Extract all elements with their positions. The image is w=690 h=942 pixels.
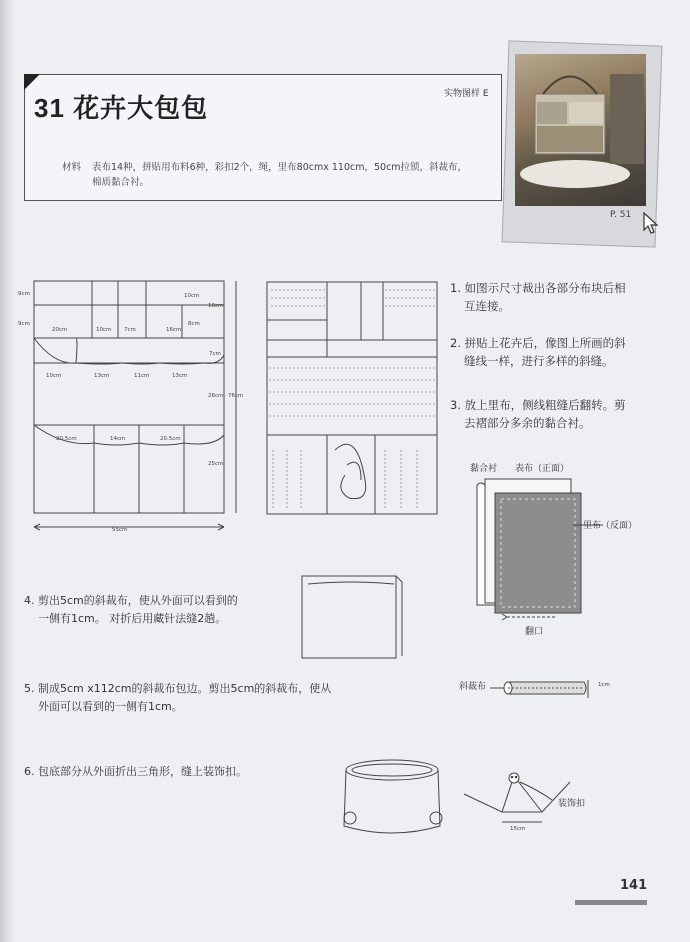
dim-10cm: 10cm: [184, 293, 200, 299]
step-1-line-2: 互连接。: [464, 299, 510, 313]
page-number-bar: [575, 900, 647, 905]
step-5: [24, 680, 394, 716]
dim-9cm-top: 9cm: [18, 291, 30, 297]
triangle-fold-diagram: [462, 762, 572, 834]
step-2-line-1: 2. 拼贴上花卉后，像图上所画的斜: [450, 336, 626, 350]
dim-7cm-b: 7cm: [209, 351, 221, 357]
page-number: 141: [620, 878, 648, 893]
page-binding-shadow: [0, 0, 14, 942]
step-2-line-2: 缝线一样，进行多样的斜缝。: [464, 354, 614, 368]
dim-20-5cm-b: 20.5cm: [160, 436, 181, 442]
opening-label: 翻口: [525, 627, 544, 637]
step-4-line-1: 4. 剪出5cm的斜裁布，使从外面可以看到的: [24, 594, 238, 607]
step-3-line-1: 3. 放上里布，侧线粗缝后翻转。剪: [450, 398, 626, 412]
step-1: [450, 279, 660, 315]
pointer-arrow-icon: [643, 212, 659, 234]
interfacing-label: 黏合衬: [470, 464, 498, 474]
folded-square-diagram: [298, 568, 408, 660]
dim-76cm: 76cm: [228, 393, 244, 399]
gusset-dim: 15cm: [510, 826, 526, 832]
materials-label: 材料: [62, 162, 82, 173]
dim-14cm: 14cm: [110, 436, 126, 442]
dim-9cm-mid: 9cm: [18, 321, 30, 327]
bias-tape-diagram: [490, 676, 605, 706]
dim-16cm: 16cm: [166, 327, 182, 333]
bias-tape-label: 斜裁布: [459, 682, 487, 692]
decor-button-label: 装饰扣: [558, 799, 586, 809]
reference-label: 实物图样 E: [444, 89, 489, 99]
dim-8cm: 8cm: [188, 321, 200, 327]
dim-10cm-c: 10cm: [46, 373, 62, 379]
bias-dim: 1cm: [598, 682, 610, 688]
step-2: [450, 334, 660, 370]
dim-10cm-b: 10cm: [96, 327, 112, 333]
dim-20cm: 20cm: [52, 327, 68, 333]
dim-7cm: 7cm: [124, 327, 136, 333]
dim-18cm: 18cm: [208, 303, 224, 309]
photo-page-ref: P. 51: [610, 210, 632, 220]
step-4: [24, 592, 294, 628]
dim-13cm: 13cm: [94, 373, 110, 379]
outer-fabric-label: 表布（正面）: [515, 464, 570, 474]
dim-11cm: 11cm: [134, 373, 150, 379]
step-5-line-1: 5. 制成5cm x112cm的斜裁布包边。剪出5cm的斜裁布，使从: [24, 682, 332, 695]
dim-25cm: 25cm: [208, 461, 224, 467]
materials-text: [62, 160, 482, 190]
step-3: [450, 396, 660, 432]
lining-label: 里布（反面）: [583, 521, 638, 531]
pattern-diagram: [14, 275, 264, 540]
materials-line-1: 表布14种，拼贴用布料6种，彩扣2个，绳，里布80cmx 110cm，50cm拉锁，斜裁布，: [92, 162, 468, 173]
step-5-line-2: 外面可以看到的一侧有1cm。: [38, 700, 183, 713]
bag-photo: [515, 54, 646, 206]
dim-20-5cm: 20.5cm: [56, 436, 77, 442]
step-3-line-2: 去褶部分多余的黏合衬。: [464, 416, 591, 430]
dim-13cm-b: 13cm: [172, 373, 188, 379]
dim-55cm: 55cm: [112, 527, 128, 533]
step-6: [24, 763, 324, 781]
step-4-line-2: 一侧有1cm。 对折后用藏针法缝2趟。: [38, 612, 227, 625]
lining-diagram: [455, 455, 680, 635]
step-6-line-1: 6. 包底部分从外面折出三角形，缝上装饰扣。: [24, 765, 247, 778]
step-1-line-1: 1. 如图示尺寸裁出各部分布块后相: [450, 281, 626, 295]
quilted-panel-diagram: [265, 280, 443, 520]
dim-26cm: 26cm: [208, 393, 224, 399]
bag-bottom-diagram: [338, 756, 453, 846]
materials-line-2: 棉质黏合衬。: [92, 177, 150, 188]
page-title: 31 花卉大包包: [34, 93, 209, 123]
